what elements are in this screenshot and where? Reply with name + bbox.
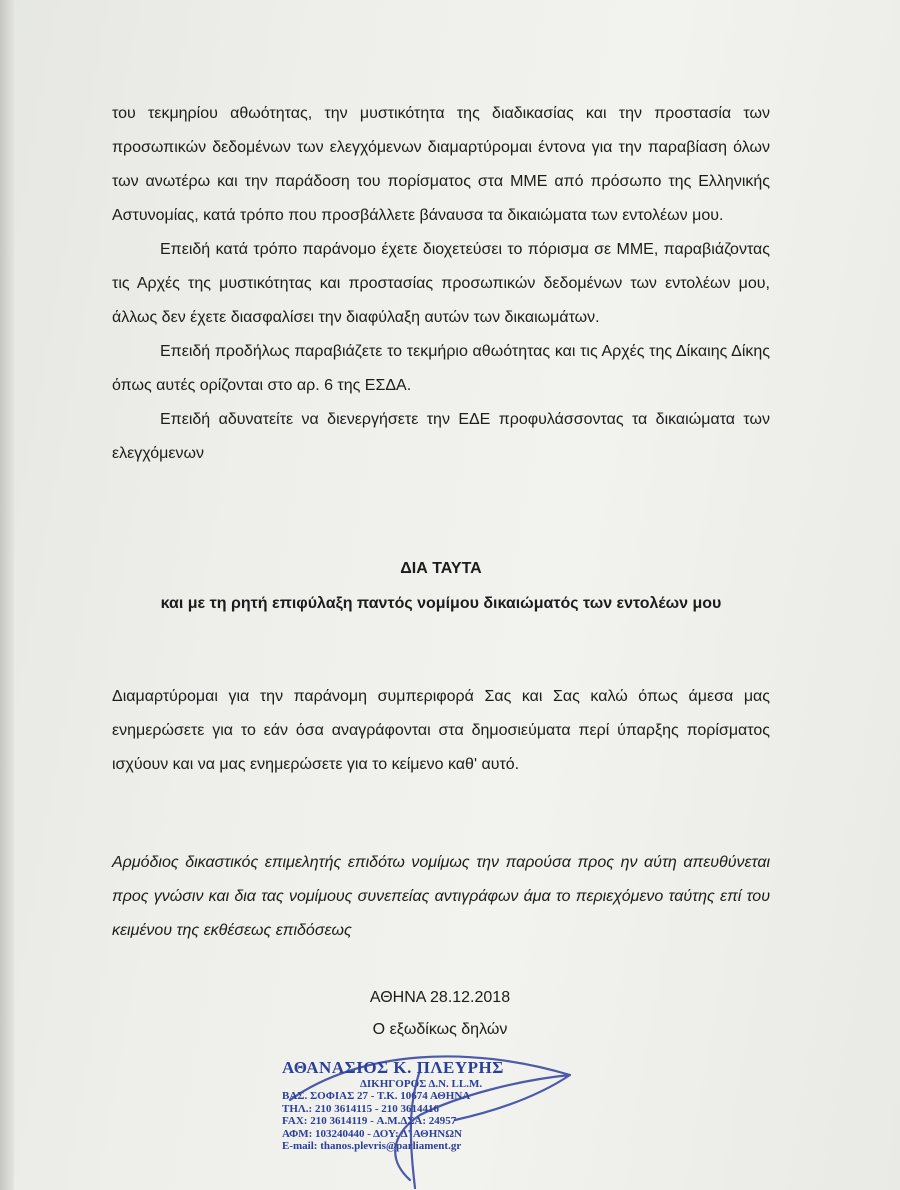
stamp-email: E-mail: thanos.plevris@parliament.gr xyxy=(282,1140,462,1152)
request-block xyxy=(112,680,770,782)
paragraph-whereas-2: Επειδή προδήλως παραβιάζετε το τεκμήριο αθωότητας και τις Αρχές της Δίκαιης Δίκης όπως αυτές ορίζονται στο αρ. 6 της ΕΣΔΑ. xyxy=(112,343,770,394)
stamp-role: ΔΙΚΗΓΟΡΟΣ Δ.Ν. LL.M. xyxy=(360,1078,483,1090)
heading-title: ΔΙΑ ΤΑΥΤΑ xyxy=(400,560,482,577)
stamp-afm: ΑΦΜ: 103240440 - ΔΟΥ: Δ' ΑΘΗΝΩΝ xyxy=(282,1127,462,1140)
stamp-address: ΒΑΣ. ΣΟΦΙΑΣ 27 - Τ.Κ. 10674 ΑΘΗΝΑ xyxy=(282,1090,471,1102)
declarant-label: Ο εξωδίκως δηλών xyxy=(372,1021,508,1038)
stamp-phone: ΤΗΛ.: 210 3614115 - 210 3614416 xyxy=(282,1102,439,1115)
paragraph-whereas-1: Επειδή κατά τρόπο παράνομο έχετε διοχετεύσει το πόρισμα σε ΜΜΕ, παραβιάζοντας τις Αρχές της μυστικότητας και προστασίας προσωπικών δεδομένων των εντολέων μου, άλλως δεν έχετε διασφαλίσει την διαφύλαξη αυτών των δικαιωμάτων. xyxy=(112,241,770,326)
request-paragraph: Διαμαρτύρομαι για την παράνομη συμπεριφορά Σας και Σας καλώ όπως άμεσα μας ενημερώσετε για το εάν όσα αναγράφονται στα δημοσιεύματα περί ύπαρξης πορίσματος ισχύουν και να μας ενημερώσετε για το κείμενο καθ' αυτό. xyxy=(112,688,770,773)
paragraph-continuation: του τεκμηρίου αθωότητας, την μυστικότητα της διαδικασίας και την προστασία των προσωπικών δεδομένων των ελεγχόμενων διαμαρτύρομαι έντονα για την παραβίαση όλων των ανωτέρω και την παράδοση του πορίσματος στα ΜΜΕ από πρόσωπο της Ελληνικής Αστυνομίας, κατά τρόπο που προσβάλλετε βάναυσα τα δικαιώματα των εντολέων μου. xyxy=(112,105,770,224)
heading-subtitle: και με τη ρητή επιφύλαξη παντός νομίμου δικαιώματός των εντολέων μου xyxy=(160,595,722,612)
page-shadow-edge xyxy=(0,0,14,1190)
bailiff-note-block xyxy=(112,846,770,948)
stamp-fax: FAX: 210 3614119 - Α.Μ.ΔΣΑ: 24957 xyxy=(282,1115,457,1127)
signature-block xyxy=(330,982,550,1046)
section-heading xyxy=(112,552,770,622)
paragraph-whereas-3: Επειδή αδυνατείτε να διενεργήσετε την ΕΔΕ προφυλάσσοντας τα δικαιώματα των ελεγχόμενων xyxy=(112,411,770,462)
bailiff-note: Αρμόδιος δικαστικός επιμελητής επιδότω νομίμως την παρούσα προς ην αύτη απευθύνεται προς γνώσιν και δια τας νομίμους συνεπείας αντιγράφων άμα το περιεχόμενο ταύτης επί του κειμένου της εκθέσεως επιδόσεως xyxy=(112,854,770,939)
place-date: ΑΘΗΝΑ 28.12.2018 xyxy=(369,989,511,1006)
stamp-name: ΑΘΑΝΑΣΙΟΣ Κ. ΠΛΕΥΡΗΣ xyxy=(282,1058,504,1077)
signature-scribble xyxy=(270,1040,590,1190)
body-text-top xyxy=(112,97,770,471)
